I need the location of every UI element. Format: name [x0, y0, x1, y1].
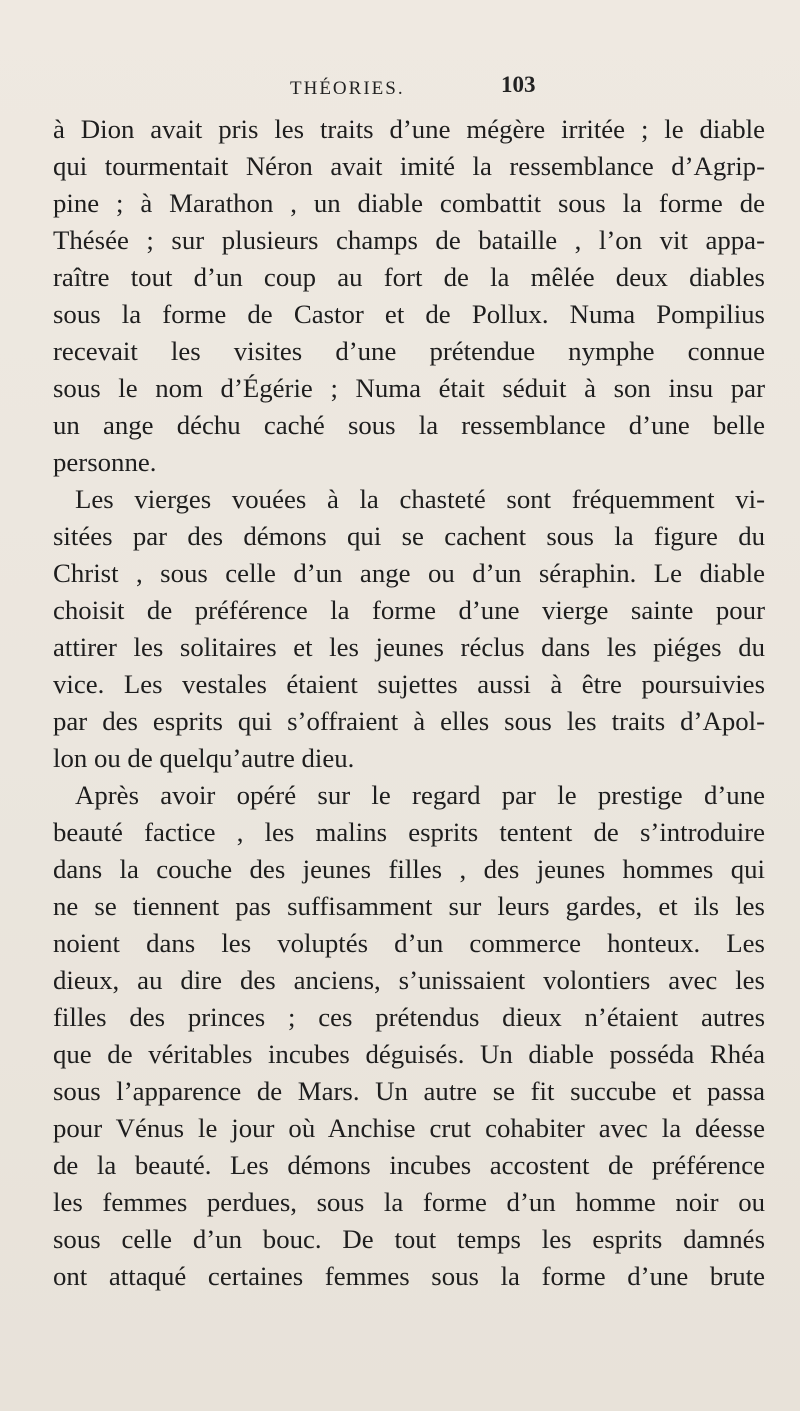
- body-text: [53, 111, 765, 1295]
- page-header: [0, 72, 800, 108]
- text-line: les femmes perdues, sous la forme d’un homme noir ou: [53, 1187, 765, 1217]
- text-line: un ange déchu caché sous la ressemblance d’une belle: [53, 410, 765, 440]
- text-line: que de véritables incubes déguisés. Un diable posséda Rhéa: [53, 1039, 765, 1069]
- text-line: beauté factice , les malins esprits tentent de s’introduire: [53, 817, 765, 847]
- text-line: qui tourmentait Néron avait imité la ressemblance d’Agrip-: [53, 151, 765, 181]
- text-line: personne.: [53, 447, 157, 477]
- text-line: dieux, au dire des anciens, s’unissaient volontiers avec les: [53, 965, 765, 995]
- text-line: choisit de préférence la forme d’une vierge sainte pour: [53, 595, 765, 625]
- text-line: recevait les visites d’une prétendue nymphe connue: [53, 336, 765, 366]
- text-line: noient dans les voluptés d’un commerce honteux. Les: [53, 928, 765, 958]
- text-line: sous l’apparence de Mars. Un autre se fit succube et passa: [53, 1076, 765, 1106]
- text-line: lon ou de quelqu’autre dieu.: [53, 743, 355, 773]
- page-number: 103: [501, 72, 536, 97]
- text-line: pour Vénus le jour où Anchise crut cohabiter avec la déesse: [53, 1113, 765, 1143]
- text-line: Les vierges vouées à la chasteté sont fréquemment vi-: [75, 484, 765, 514]
- text-line: ont attaqué certaines femmes sous la forme d’une brute: [53, 1261, 765, 1291]
- text-line: sous le nom d’Égérie ; Numa était séduit à son insu par: [53, 373, 765, 403]
- text-line: dans la couche des jeunes filles , des jeunes hommes qui: [53, 854, 765, 884]
- text-line: Thésée ; sur plusieurs champs de bataille , l’on vit appa-: [53, 225, 765, 255]
- text-line: Christ , sous celle d’un ange ou d’un séraphin. Le diable: [53, 558, 765, 588]
- text-line: ne se tiennent pas suffisamment sur leurs gardes, et ils les: [53, 891, 765, 921]
- text-line: raître tout d’un coup au fort de la mêlée deux diables: [53, 262, 765, 292]
- text-line: par des esprits qui s’offraient à elles sous les traits d’Apol-: [53, 706, 765, 736]
- text-line: de la beauté. Les démons incubes accostent de préférence: [53, 1150, 765, 1180]
- running-head: THÉORIES.: [290, 78, 405, 99]
- text-line: sous celle d’un bouc. De tout temps les esprits damnés: [53, 1224, 765, 1254]
- text-line: à Dion avait pris les traits d’une mégère irritée ; le diable: [53, 114, 765, 144]
- text-line: filles des princes ; ces prétendus dieux n’étaient autres: [53, 1002, 765, 1032]
- text-line: vice. Les vestales étaient sujettes aussi à être poursuivies: [53, 669, 765, 699]
- text-line: attirer les solitaires et les jeunes réclus dans les piéges du: [53, 632, 765, 662]
- text-line: Après avoir opéré sur le regard par le prestige d’une: [75, 780, 765, 810]
- text-line: sitées par des démons qui se cachent sous la figure du: [53, 521, 765, 551]
- text-line: sous la forme de Castor et de Pollux. Numa Pompilius: [53, 299, 765, 329]
- text-line: pine ; à Marathon , un diable combattit sous la forme de: [53, 188, 765, 218]
